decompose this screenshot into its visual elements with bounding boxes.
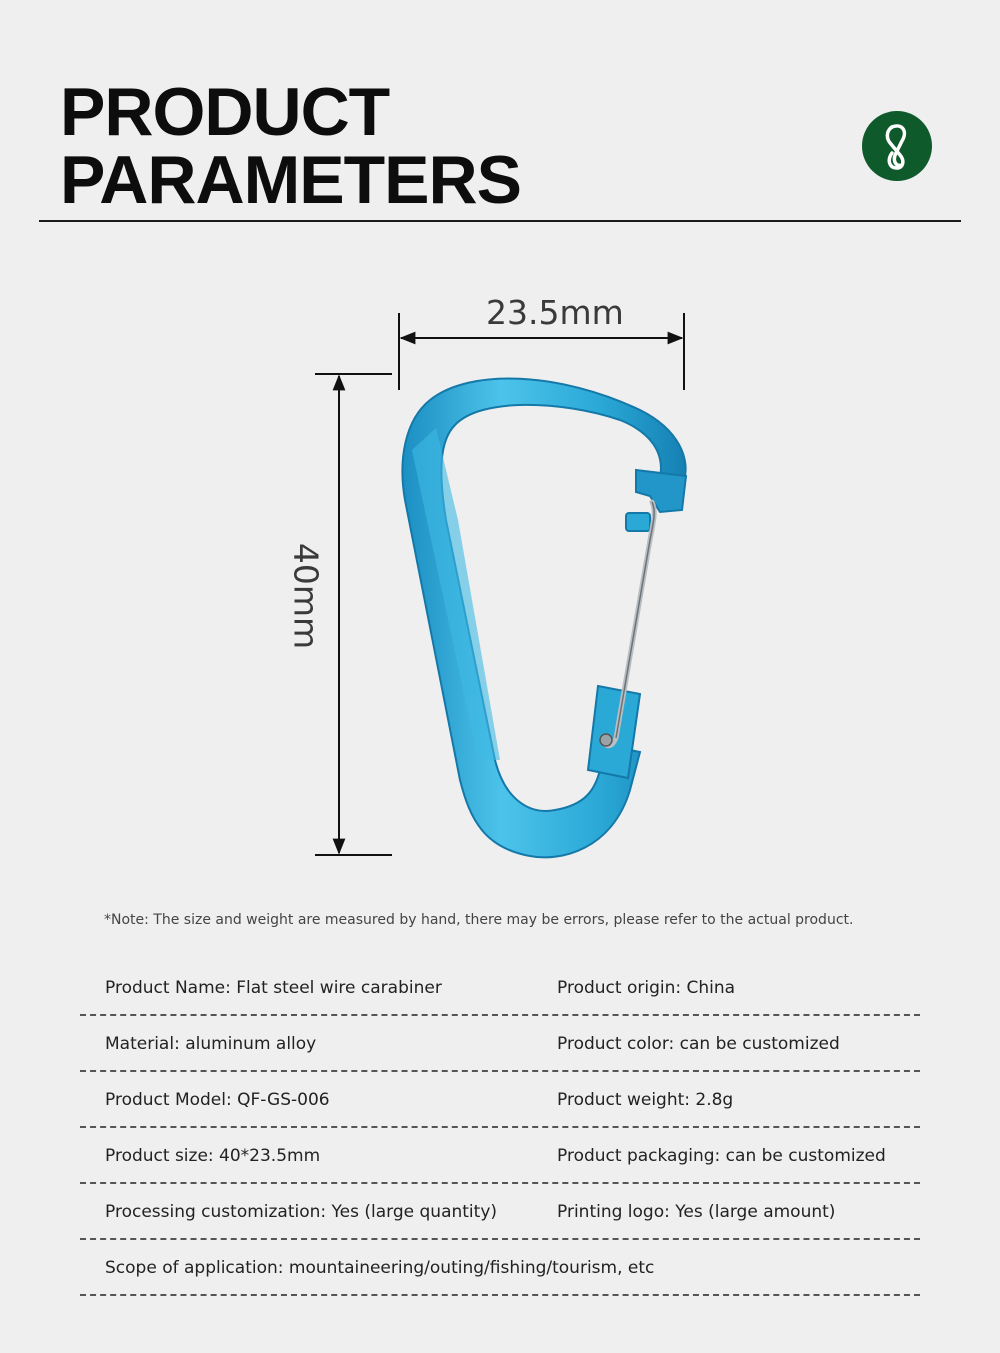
height-dimension <box>315 374 392 855</box>
spec-table <box>80 960 920 1296</box>
spec-product-color: Product color: can be customized <box>557 1034 840 1054</box>
carabiner-image <box>402 378 686 857</box>
spec-product-origin: Product origin: China <box>557 978 736 998</box>
spec-processing-customization: Processing customization: Yes (large quantity) <box>105 1202 498 1222</box>
title-line-1: PRODUCT <box>60 74 390 150</box>
spec-row <box>80 1072 920 1128</box>
spec-product-name: Product Name: Flat steel wire carabiner <box>105 978 442 998</box>
spec-scope-of-application: Scope of application: mountaineering/outing/fishing/tourism, etc <box>105 1258 655 1278</box>
height-label: 40mm <box>286 542 326 650</box>
width-label: 23.5mm <box>486 293 624 332</box>
spec-row <box>80 960 920 1016</box>
spec-product-model: Product Model: QF-GS-006 <box>105 1090 330 1110</box>
measurement-note: *Note: The size and weight are measured by hand, there may be errors, please refer to the actual product. <box>104 912 854 928</box>
spec-product-weight: Product weight: 2.8g <box>557 1090 734 1110</box>
spec-product-size: Product size: 40*23.5mm <box>105 1146 321 1166</box>
spec-row <box>80 1128 920 1184</box>
spec-row <box>80 1240 920 1296</box>
spec-material: Material: aluminum alloy <box>105 1034 317 1054</box>
title-line-2: PARAMETERS <box>60 142 521 218</box>
spec-row <box>80 1016 920 1072</box>
spec-row <box>80 1184 920 1240</box>
spec-printing-logo: Printing logo: Yes (large amount) <box>557 1202 836 1222</box>
spec-product-packaging: Product packaging: can be customized <box>557 1146 886 1166</box>
